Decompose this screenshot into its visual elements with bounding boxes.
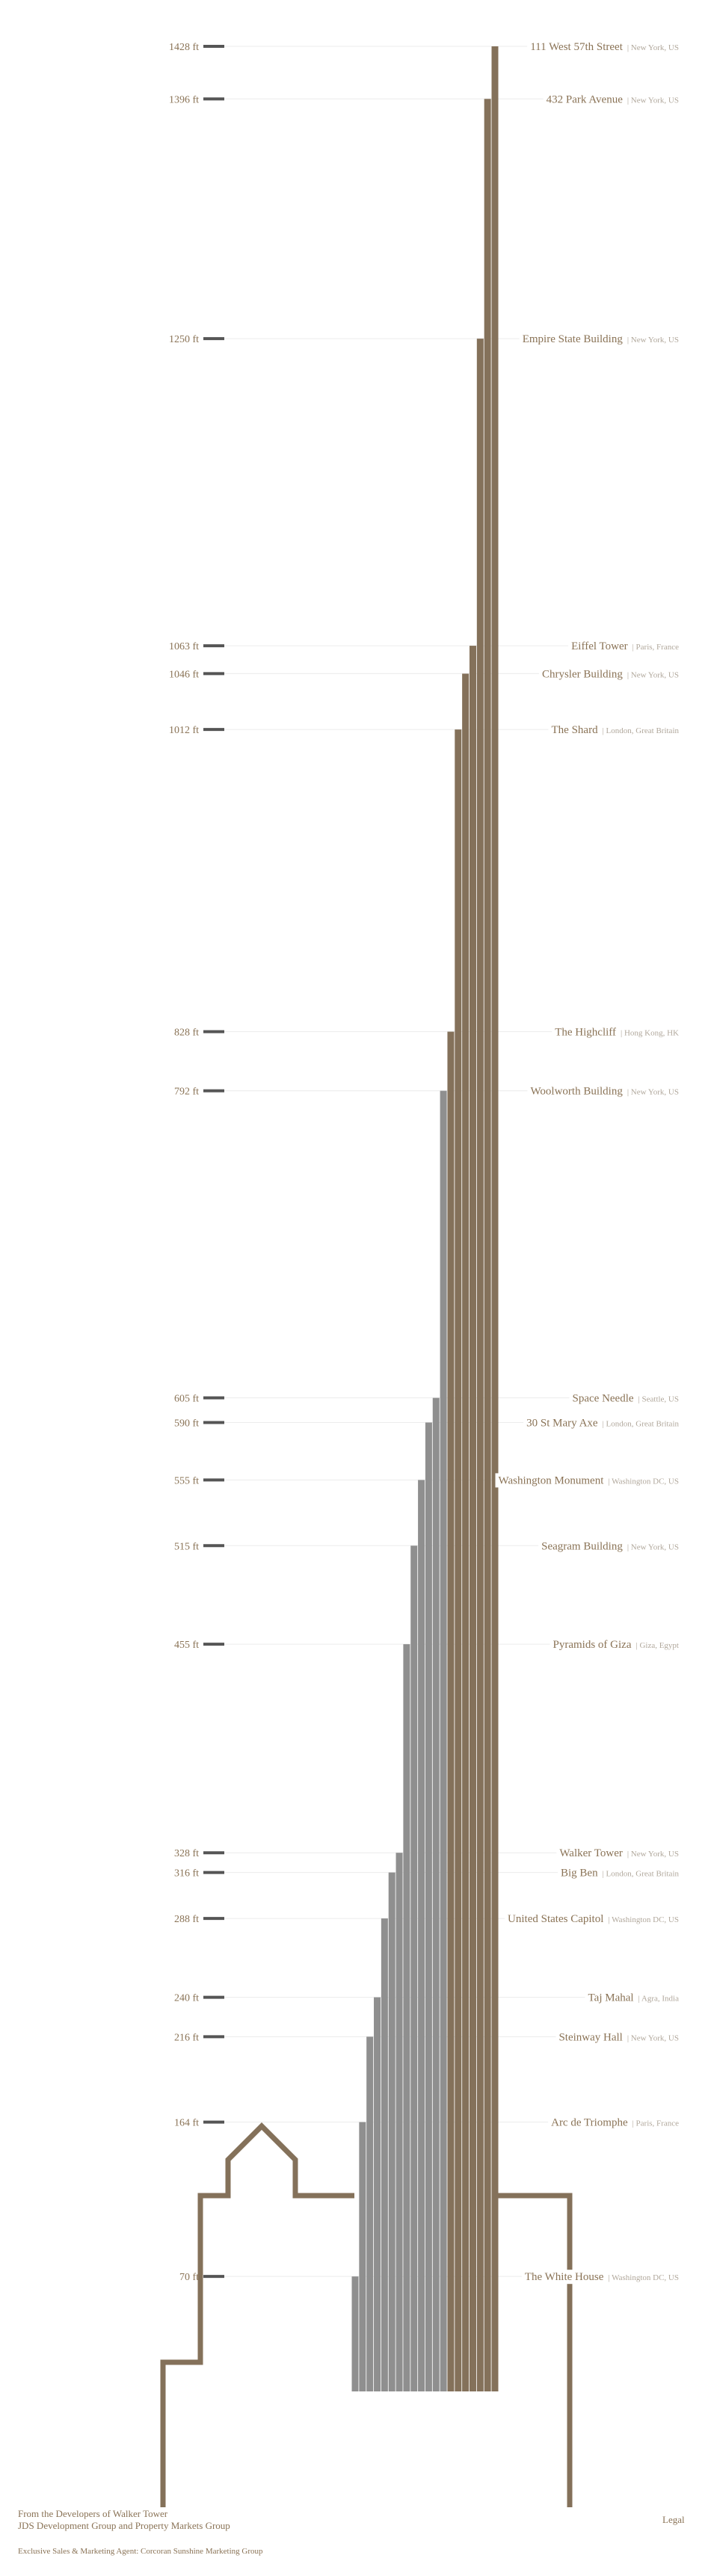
label-walker-tower — [556, 1846, 682, 1860]
tick-label: 328 ft — [173, 1848, 199, 1860]
tick-label: 515 ft — [173, 1541, 199, 1553]
building-location: | London, Great Britain — [602, 1869, 679, 1879]
building-location: | Seattle, US — [638, 1394, 679, 1404]
tick-label: 70 ft — [179, 2272, 199, 2284]
label-30-st-mary-axe — [523, 1415, 682, 1430]
building-labels — [496, 40, 683, 2284]
footer-agent — [18, 2545, 263, 2557]
building-name: United States Capitol — [508, 1913, 604, 1926]
bar-big-ben — [389, 1873, 395, 2391]
building-location: | Washington DC, US — [608, 2273, 679, 2283]
bar-arc-de-triomphe — [359, 2122, 366, 2391]
building-name: 30 St Mary Axe — [526, 1417, 598, 1430]
tick-label: 828 ft — [173, 1027, 199, 1039]
bar-taj-mahal — [374, 1998, 381, 2391]
tick-label: 316 ft — [173, 1868, 199, 1880]
bar-seagram-building — [410, 1545, 417, 2391]
building-location: | Washington DC, US — [608, 1477, 679, 1486]
building-location: | London, Great Britain — [602, 726, 679, 736]
bar-empire-state-building — [477, 339, 484, 2391]
walker-tower-outline — [163, 2126, 570, 2507]
label-eiffel-tower — [568, 639, 682, 653]
bar-united-states-capitol — [381, 1918, 388, 2391]
bar-the-shard — [455, 729, 461, 2391]
bar-space-needle — [433, 1398, 440, 2391]
legal-link[interactable]: Legal — [662, 2514, 685, 2525]
label-steinway-hall — [555, 2030, 682, 2044]
bar-432-park-avenue — [484, 99, 491, 2391]
label-432-park-avenue — [544, 92, 682, 106]
label-big-ben — [558, 1866, 682, 1880]
building-location: | Paris, France — [632, 643, 679, 652]
bar-30-st-mary-axe — [425, 1422, 432, 2391]
label-woolworth-building — [527, 1084, 682, 1099]
building-location: | Paris, France — [632, 2119, 679, 2128]
building-name: Eiffel Tower — [571, 640, 628, 653]
building-name: Washington Monument — [498, 1474, 604, 1487]
tick-label: 240 ft — [173, 1992, 199, 2004]
bar-111-west-57th-street — [492, 46, 499, 2391]
building-location: | London, Great Britain — [602, 1419, 679, 1429]
tick-label: 1250 ft — [168, 334, 199, 346]
bar-woolworth-building — [440, 1091, 447, 2391]
tick-label: 1396 ft — [168, 94, 199, 106]
tick-label: 605 ft — [173, 1393, 199, 1405]
building-name: Arc de Triomphe — [551, 2116, 628, 2129]
tick-label: 792 ft — [173, 1086, 199, 1098]
bar-eiffel-tower — [470, 646, 476, 2391]
bar-steinway-hall — [366, 2036, 373, 2391]
building-name: Empire State Building — [522, 333, 623, 346]
tick-label: 455 ft — [173, 1640, 199, 1652]
building-name: 432 Park Avenue — [546, 93, 623, 106]
footer-developers — [18, 2508, 230, 2532]
footer-line-3: Exclusive Sales & Marketing Agent: Corcoran Sunshine Marketing Group — [18, 2547, 263, 2556]
outline-right-building — [493, 2196, 570, 2507]
label-united-states-capitol — [505, 1912, 682, 1926]
building-name: The Highcliff — [555, 1026, 617, 1039]
building-name: Chrysler Building — [541, 668, 623, 681]
label-111-west-57th-street — [527, 40, 682, 54]
tick-label: 1012 ft — [168, 725, 199, 737]
label-the-white-house — [522, 2270, 682, 2284]
label-arc-de-triomphe — [548, 2116, 682, 2130]
label-chrysler-building — [539, 667, 682, 681]
building-location: | Washington DC, US — [608, 1915, 679, 1925]
building-name: The Shard — [551, 724, 598, 737]
label-washington-monument — [496, 1473, 683, 1487]
building-location: | New York, US — [627, 1087, 679, 1097]
building-location: | Giza, Egypt — [635, 1641, 679, 1651]
label-taj-mahal — [585, 1991, 682, 2005]
building-name: Big Ben — [561, 1867, 598, 1880]
footer-line-1: From the Developers of Walker Tower — [18, 2508, 168, 2519]
label-space-needle — [570, 1392, 683, 1406]
tick-label: 216 ft — [173, 2032, 199, 2044]
bar-pyramids-of-giza — [403, 1644, 410, 2391]
bar-walker-tower — [396, 1853, 403, 2391]
building-name: Taj Mahal — [588, 1992, 634, 2004]
building-name: Seagram Building — [541, 1540, 623, 1553]
label-the-highcliff — [552, 1025, 682, 1039]
bar-the-highcliff — [447, 1031, 454, 2391]
tick-label: 555 ft — [173, 1475, 199, 1487]
tick-label: 288 ft — [173, 1914, 199, 1926]
bars — [352, 46, 499, 2391]
tick-label: 1046 ft — [168, 669, 199, 681]
building-name: The White House — [524, 2271, 604, 2284]
outline-left-building — [163, 2126, 354, 2507]
building-location: | Agra, India — [638, 1994, 679, 2004]
bar-chrysler-building — [462, 673, 469, 2391]
label-the-shard — [549, 723, 682, 737]
bar-washington-monument — [418, 1480, 425, 2391]
label-pyramids-of-giza — [550, 1637, 682, 1652]
building-name: 111 West 57th Street — [530, 41, 623, 53]
tick-label: 1063 ft — [168, 641, 199, 653]
building-location: | New York, US — [627, 336, 679, 345]
building-name: Space Needle — [572, 1392, 634, 1405]
building-location: | New York, US — [627, 2033, 679, 2043]
building-location: | New York, US — [627, 1850, 679, 1859]
building-location: | New York, US — [627, 96, 679, 105]
bar-the-white-house — [352, 2276, 359, 2391]
y-axis-ticks — [169, 42, 224, 2283]
building-name: Walker Tower — [559, 1847, 623, 1860]
building-location: | Hong Kong, HK — [621, 1028, 679, 1038]
building-name: Pyramids of Giza — [553, 1639, 632, 1652]
building-name: Woolworth Building — [530, 1085, 623, 1098]
building-name: Steinway Hall — [558, 2031, 623, 2044]
tick-label: 164 ft — [173, 2117, 199, 2129]
building-location: | New York, US — [627, 43, 679, 52]
tick-label: 1428 ft — [168, 42, 199, 53]
building-location: | New York, US — [627, 1542, 679, 1552]
tick-label: 590 ft — [173, 1418, 199, 1430]
label-seagram-building — [538, 1539, 682, 1553]
footer-line-2: JDS Development Group and Property Markets Group — [18, 2520, 230, 2531]
label-empire-state-building — [520, 332, 682, 346]
building-location: | New York, US — [627, 670, 679, 680]
